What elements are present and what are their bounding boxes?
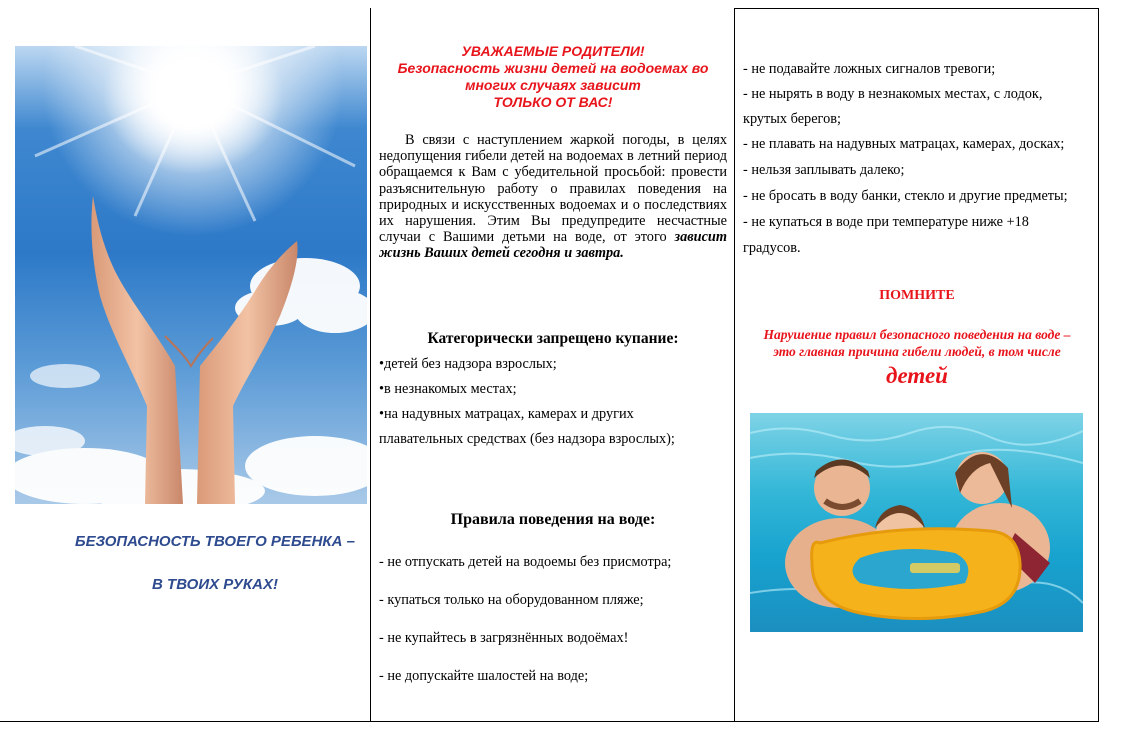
rule-item: - не купайтесь в загрязнённых водоёмах! bbox=[379, 630, 629, 646]
appeal-emphasis: зависит жизнь Ваших детей сегодня и завтра. bbox=[379, 229, 727, 262]
frame-bottom-edge bbox=[0, 721, 1099, 722]
remember-title: ПОМНИТЕ bbox=[879, 288, 955, 303]
family-pool-image bbox=[750, 413, 1083, 632]
forbidden-title: Категорически запрещено купание: bbox=[427, 330, 679, 347]
appeal-text: В связи с наступлением жаркой погоды, в целях недопущения гибели детей на водоемах в летний период обращаемся к Вам с убедительной просьбой: провести разъяснительную работу о правилах поведения на природных и искусственных водоемах и о последствиях их нарушения. Этим Вы предупредите несчастные случаи с Вашими детьми на воде, от этого bbox=[379, 132, 727, 246]
warning-line-1: Нарушение правил безопасного поведения на воде – bbox=[763, 327, 1071, 342]
rule-item: - не плавать на надувных матрацах, камерах, досках; bbox=[743, 136, 1065, 152]
frame-top-edge bbox=[734, 8, 1099, 9]
warning-big-word: детей bbox=[886, 363, 948, 388]
hands-sky-illustration bbox=[15, 46, 367, 504]
rule-item: - не подавайте ложных сигналов тревоги; bbox=[743, 61, 996, 77]
rules-title: Правила поведения на воде: bbox=[450, 511, 656, 528]
rule-item: - не бросать в воду банки, стекло и другие предметы; bbox=[743, 188, 1068, 204]
rule-item-continued: градусов. bbox=[743, 240, 801, 256]
forbidden-item: •в незнакомых местах; bbox=[379, 381, 517, 397]
rule-item: - не купаться в воде при температуре ниже +18 bbox=[743, 214, 1029, 230]
forbidden-item-continued: плавательных средствах (без надзора взрослых); bbox=[379, 431, 675, 447]
slogan-line-2: В ТВОИХ РУКАХ! bbox=[152, 576, 278, 593]
column-divider-right bbox=[734, 8, 735, 722]
column-divider-left bbox=[370, 8, 371, 722]
family-pool-illustration bbox=[750, 413, 1083, 632]
parents-heading-3: многих случаях зависит bbox=[465, 77, 641, 93]
rule-item-continued: крутых берегов; bbox=[743, 111, 841, 127]
rule-item: - нельзя заплывать далеко; bbox=[743, 162, 905, 178]
rule-item: - купаться только на оборудованном пляже; bbox=[379, 592, 644, 608]
rule-item: - не отпускать детей на водоемы без присмотра; bbox=[379, 554, 672, 570]
hands-sky-image bbox=[15, 46, 367, 504]
warning-line-2: это главная причина гибели людей, в том числе bbox=[773, 344, 1061, 359]
forbidden-item: •на надувных матрацах, камерах и других bbox=[379, 406, 634, 422]
slogan-line-1: БЕЗОПАСНОСТЬ ТВОЕГО РЕБЕНКА – bbox=[75, 533, 355, 550]
forbidden-item: •детей без надзора взрослых; bbox=[379, 356, 557, 372]
parents-heading-1: УВАЖАЕМЫЕ РОДИТЕЛИ! bbox=[461, 43, 645, 59]
parents-heading-4: ТОЛЬКО ОТ ВАС! bbox=[493, 94, 613, 110]
parents-heading-2: Безопасность жизни детей на водоемах во bbox=[397, 60, 709, 76]
appeal-paragraph bbox=[379, 132, 727, 262]
frame-right-edge bbox=[1098, 8, 1099, 722]
rule-item: - не нырять в воду в незнакомых местах, с лодок, bbox=[743, 86, 1043, 102]
rule-item: - не допускайте шалостей на воде; bbox=[379, 668, 589, 684]
